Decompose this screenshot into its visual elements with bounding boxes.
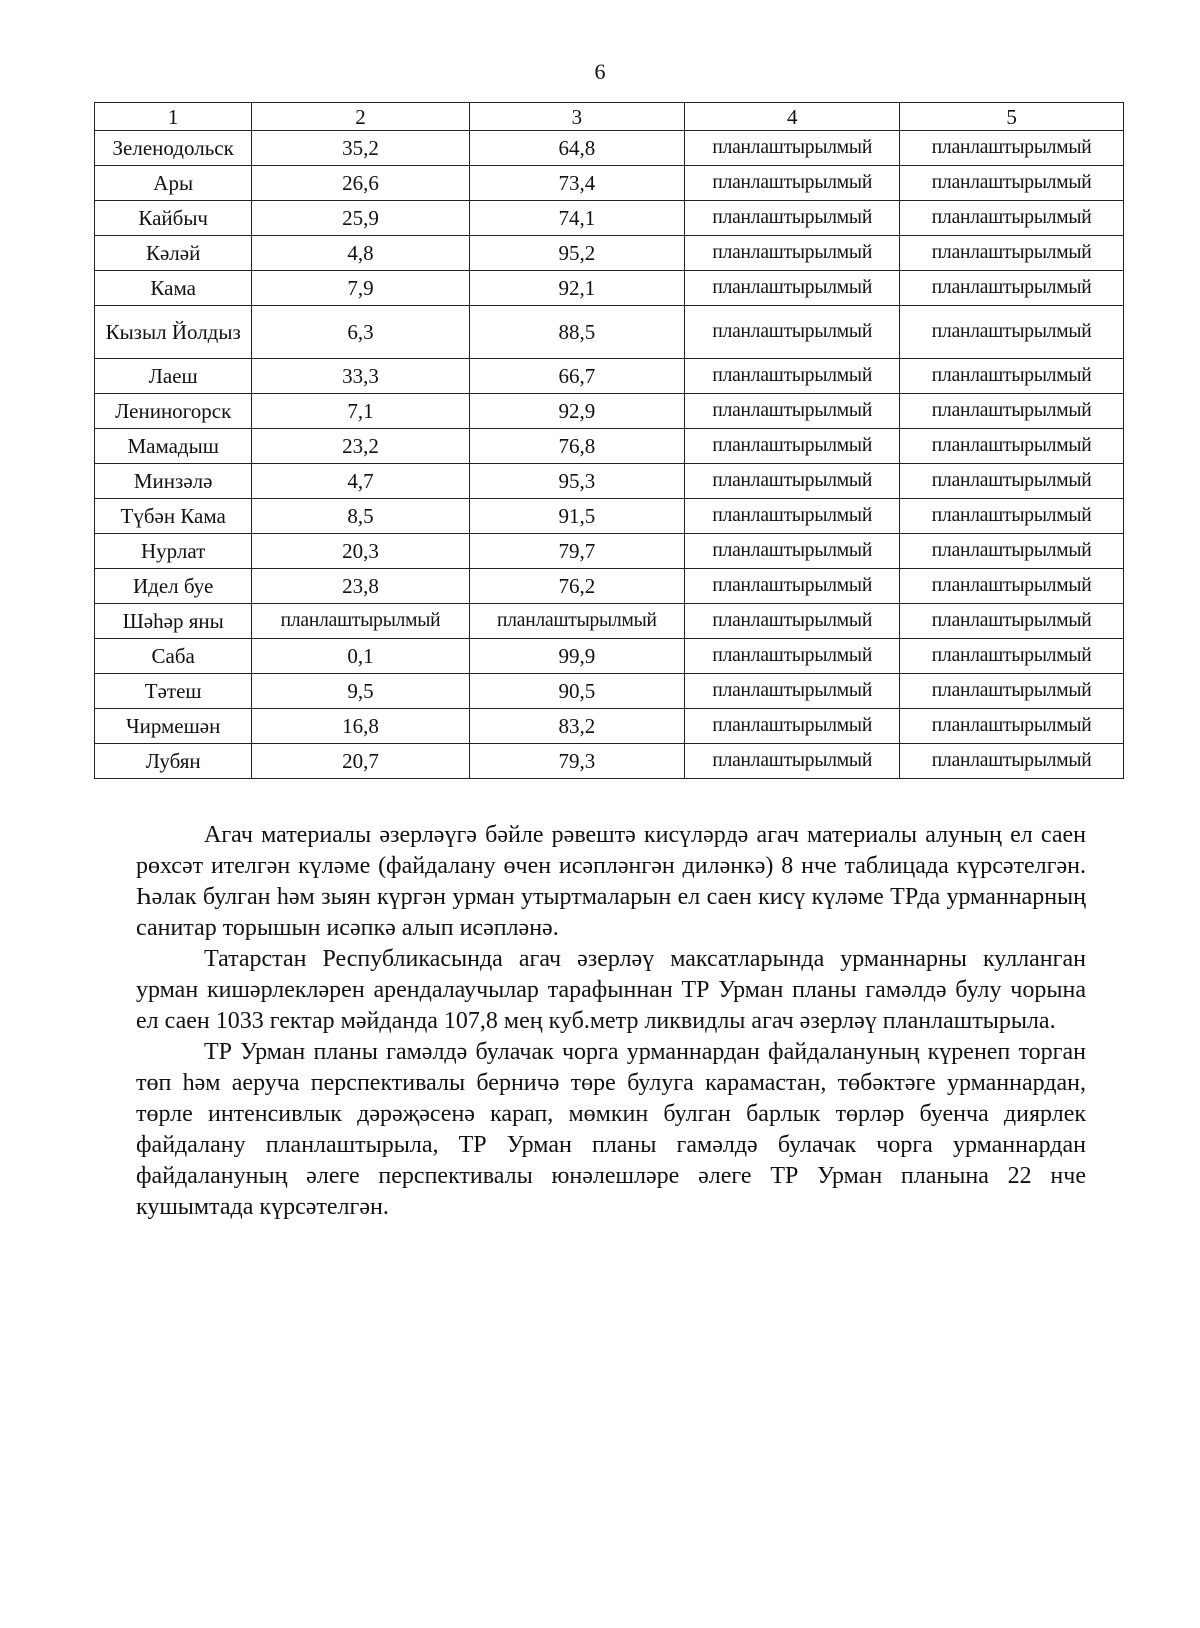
table-cell: 64,8 [469, 131, 684, 166]
district-name-cell: Саба [95, 639, 252, 674]
district-name-cell: Ары [95, 166, 252, 201]
table-row [95, 131, 1124, 166]
table-cell: планлаштырылмый [900, 534, 1124, 569]
table-row [95, 534, 1124, 569]
district-name-cell: Лениногорск [95, 394, 252, 429]
table-cell: планлаштырылмый [685, 744, 900, 779]
body-text [136, 820, 1086, 1223]
table-cell: 79,3 [469, 744, 684, 779]
district-name-cell: Мамадыш [95, 429, 252, 464]
table-row [95, 201, 1124, 236]
header-cell: 2 [252, 103, 469, 131]
table-row [95, 271, 1124, 306]
header-cell: 5 [900, 103, 1124, 131]
table-cell: планлаштырылмый [685, 131, 900, 166]
table-cell: 79,7 [469, 534, 684, 569]
table-row [95, 639, 1124, 674]
table-row [95, 464, 1124, 499]
paragraph: ТР Урман планы гамәлдә булачак чорга урманнардан файдалануның күренеп торган төп һәм аеручa перспективалы берничә төре булуга карамастан, төбәктәге урманнардан, төрле интенсивлык дәрәҗәсенә карап, мөмкин булган барлык төрләр буенча диярлек файдалану планлаштырыла, ТР Урман планы гамәлдә булачак чорга урманнардан файдалануның әлеге перспективалы юнәлешләре әлеге ТР Урман планына 22 нче кушымтада күрсәтелгән. [136, 1039, 1086, 1220]
paragraph: Татарстан Республикасында агач әзерләү максатларында урманнарны кулланган урман кишәрлекләрен арендалаучылар тарафыннан ТР Урман планы гамәлдә булу чорына ел саен 1033 гектар мәйданда 107,8 мең куб.метр ликвидлы агач әзерләү планлаштырыла. [136, 946, 1086, 1034]
table-cell: планлаштырылмый [252, 604, 469, 639]
table-row [95, 674, 1124, 709]
table-cell: планлаштырылмый [900, 709, 1124, 744]
district-name-cell: Тәтеш [95, 674, 252, 709]
district-name-cell: Шәһәр яны [95, 604, 252, 639]
table-cell: планлаштырылмый [900, 166, 1124, 201]
table-cell: планлаштырылмый [469, 604, 684, 639]
paragraph: Агач материалы әзерләүгә бәйле рәвештә кисүләрдә агач материалы алуның ел саен рөхсәт ителгән күләме (файдалану өчен исәпләнгән диләнкә) 8 нче таблицада күрсәтелгән. Һәлак булган һәм зыян күргән урман утыртмаларын ел саен кисү күләме ТРда урманнарның санитар торышын исәпкә алып исәпләнә. [136, 822, 1086, 941]
table-cell: планлаштырылмый [685, 569, 900, 604]
table-cell: 76,2 [469, 569, 684, 604]
table-cell: планлаштырылмый [685, 674, 900, 709]
table-cell: планлаштырылмый [685, 639, 900, 674]
table-cell: 20,7 [252, 744, 469, 779]
table-cell: 88,5 [469, 306, 684, 359]
header-cell: 1 [95, 103, 252, 131]
table-cell: планлаштырылмый [900, 744, 1124, 779]
district-name-cell: Лубян [95, 744, 252, 779]
table-cell: планлаштырылмый [900, 131, 1124, 166]
district-name-cell: Зеленодольск [95, 131, 252, 166]
table-cell: планлаштырылмый [685, 201, 900, 236]
district-name-cell: Кызыл Йолдыз [95, 306, 252, 359]
table-cell: 7,9 [252, 271, 469, 306]
table-cell: планлаштырылмый [685, 306, 900, 359]
table-cell: 33,3 [252, 359, 469, 394]
table-cell: планлаштырылмый [900, 674, 1124, 709]
table-cell: 95,2 [469, 236, 684, 271]
table-cell: планлаштырылмый [900, 569, 1124, 604]
table-cell: 73,4 [469, 166, 684, 201]
table-cell: планлаштырылмый [685, 464, 900, 499]
table-row [95, 604, 1124, 639]
table-cell: 74,1 [469, 201, 684, 236]
district-name-cell: Идел буе [95, 569, 252, 604]
table-row [95, 709, 1124, 744]
table-cell: планлаштырылмый [900, 359, 1124, 394]
table-row [95, 166, 1124, 201]
table-cell: планлаштырылмый [900, 306, 1124, 359]
table-cell: планлаштырылмый [900, 499, 1124, 534]
table-cell: 35,2 [252, 131, 469, 166]
district-name-cell: Лаеш [95, 359, 252, 394]
district-name-cell: Чирмешән [95, 709, 252, 744]
table-cell: планлаштырылмый [900, 429, 1124, 464]
table-row [95, 429, 1124, 464]
table-cell: планлаштырылмый [685, 271, 900, 306]
table-cell: планлаштырылмый [900, 604, 1124, 639]
table-row [95, 499, 1124, 534]
table-cell: планлаштырылмый [900, 639, 1124, 674]
table-cell: 6,3 [252, 306, 469, 359]
table-cell: 83,2 [469, 709, 684, 744]
district-name-cell: Кайбыч [95, 201, 252, 236]
table-row [95, 306, 1124, 359]
table-cell: планлаштырылмый [685, 236, 900, 271]
table-cell: планлаштырылмый [685, 429, 900, 464]
header-cell: 3 [469, 103, 684, 131]
table-cell: планлаштырылмый [685, 166, 900, 201]
district-name-cell: Кәләй [95, 236, 252, 271]
table-cell: планлаштырылмый [685, 709, 900, 744]
table-cell: планлаштырылмый [685, 394, 900, 429]
table-cell: планлаштырылмый [685, 499, 900, 534]
page-number: 6 [594, 59, 606, 84]
table-cell: планлаштырылмый [900, 464, 1124, 499]
district-name-cell: Минзәлә [95, 464, 252, 499]
table-cell: 8,5 [252, 499, 469, 534]
table-cell: 25,9 [252, 201, 469, 236]
table-cell: планлаштырылмый [685, 359, 900, 394]
table-cell: 16,8 [252, 709, 469, 744]
table-row [95, 569, 1124, 604]
district-name-cell: Кама [95, 271, 252, 306]
forest-use-table [94, 102, 1124, 779]
table-cell: 92,9 [469, 394, 684, 429]
table-cell: 26,6 [252, 166, 469, 201]
table-cell: 66,7 [469, 359, 684, 394]
table-cell: 7,1 [252, 394, 469, 429]
table-cell: 90,5 [469, 674, 684, 709]
table-cell: планлаштырылмый [685, 604, 900, 639]
table-cell: 91,5 [469, 499, 684, 534]
table-body [95, 103, 1124, 779]
table-cell: 23,2 [252, 429, 469, 464]
table-cell: планлаштырылмый [900, 394, 1124, 429]
table-header-row [95, 103, 1124, 131]
table-cell: 20,3 [252, 534, 469, 569]
table-cell: планлаштырылмый [900, 236, 1124, 271]
table-cell: 0,1 [252, 639, 469, 674]
table-cell: 9,5 [252, 674, 469, 709]
table-cell: 23,8 [252, 569, 469, 604]
table-cell: 95,3 [469, 464, 684, 499]
district-name-cell: Нурлат [95, 534, 252, 569]
table-cell: 99,9 [469, 639, 684, 674]
table-cell: 4,7 [252, 464, 469, 499]
district-name-cell: Түбән Кама [95, 499, 252, 534]
table-cell: планлаштырылмый [900, 201, 1124, 236]
table-row [95, 394, 1124, 429]
table-cell: планлаштырылмый [900, 271, 1124, 306]
table-row [95, 359, 1124, 394]
header-cell: 4 [685, 103, 900, 131]
table-cell: планлаштырылмый [685, 534, 900, 569]
table-cell: 4,8 [252, 236, 469, 271]
table-row [95, 236, 1124, 271]
table-cell: 92,1 [469, 271, 684, 306]
table-row [95, 744, 1124, 779]
table-cell: 76,8 [469, 429, 684, 464]
